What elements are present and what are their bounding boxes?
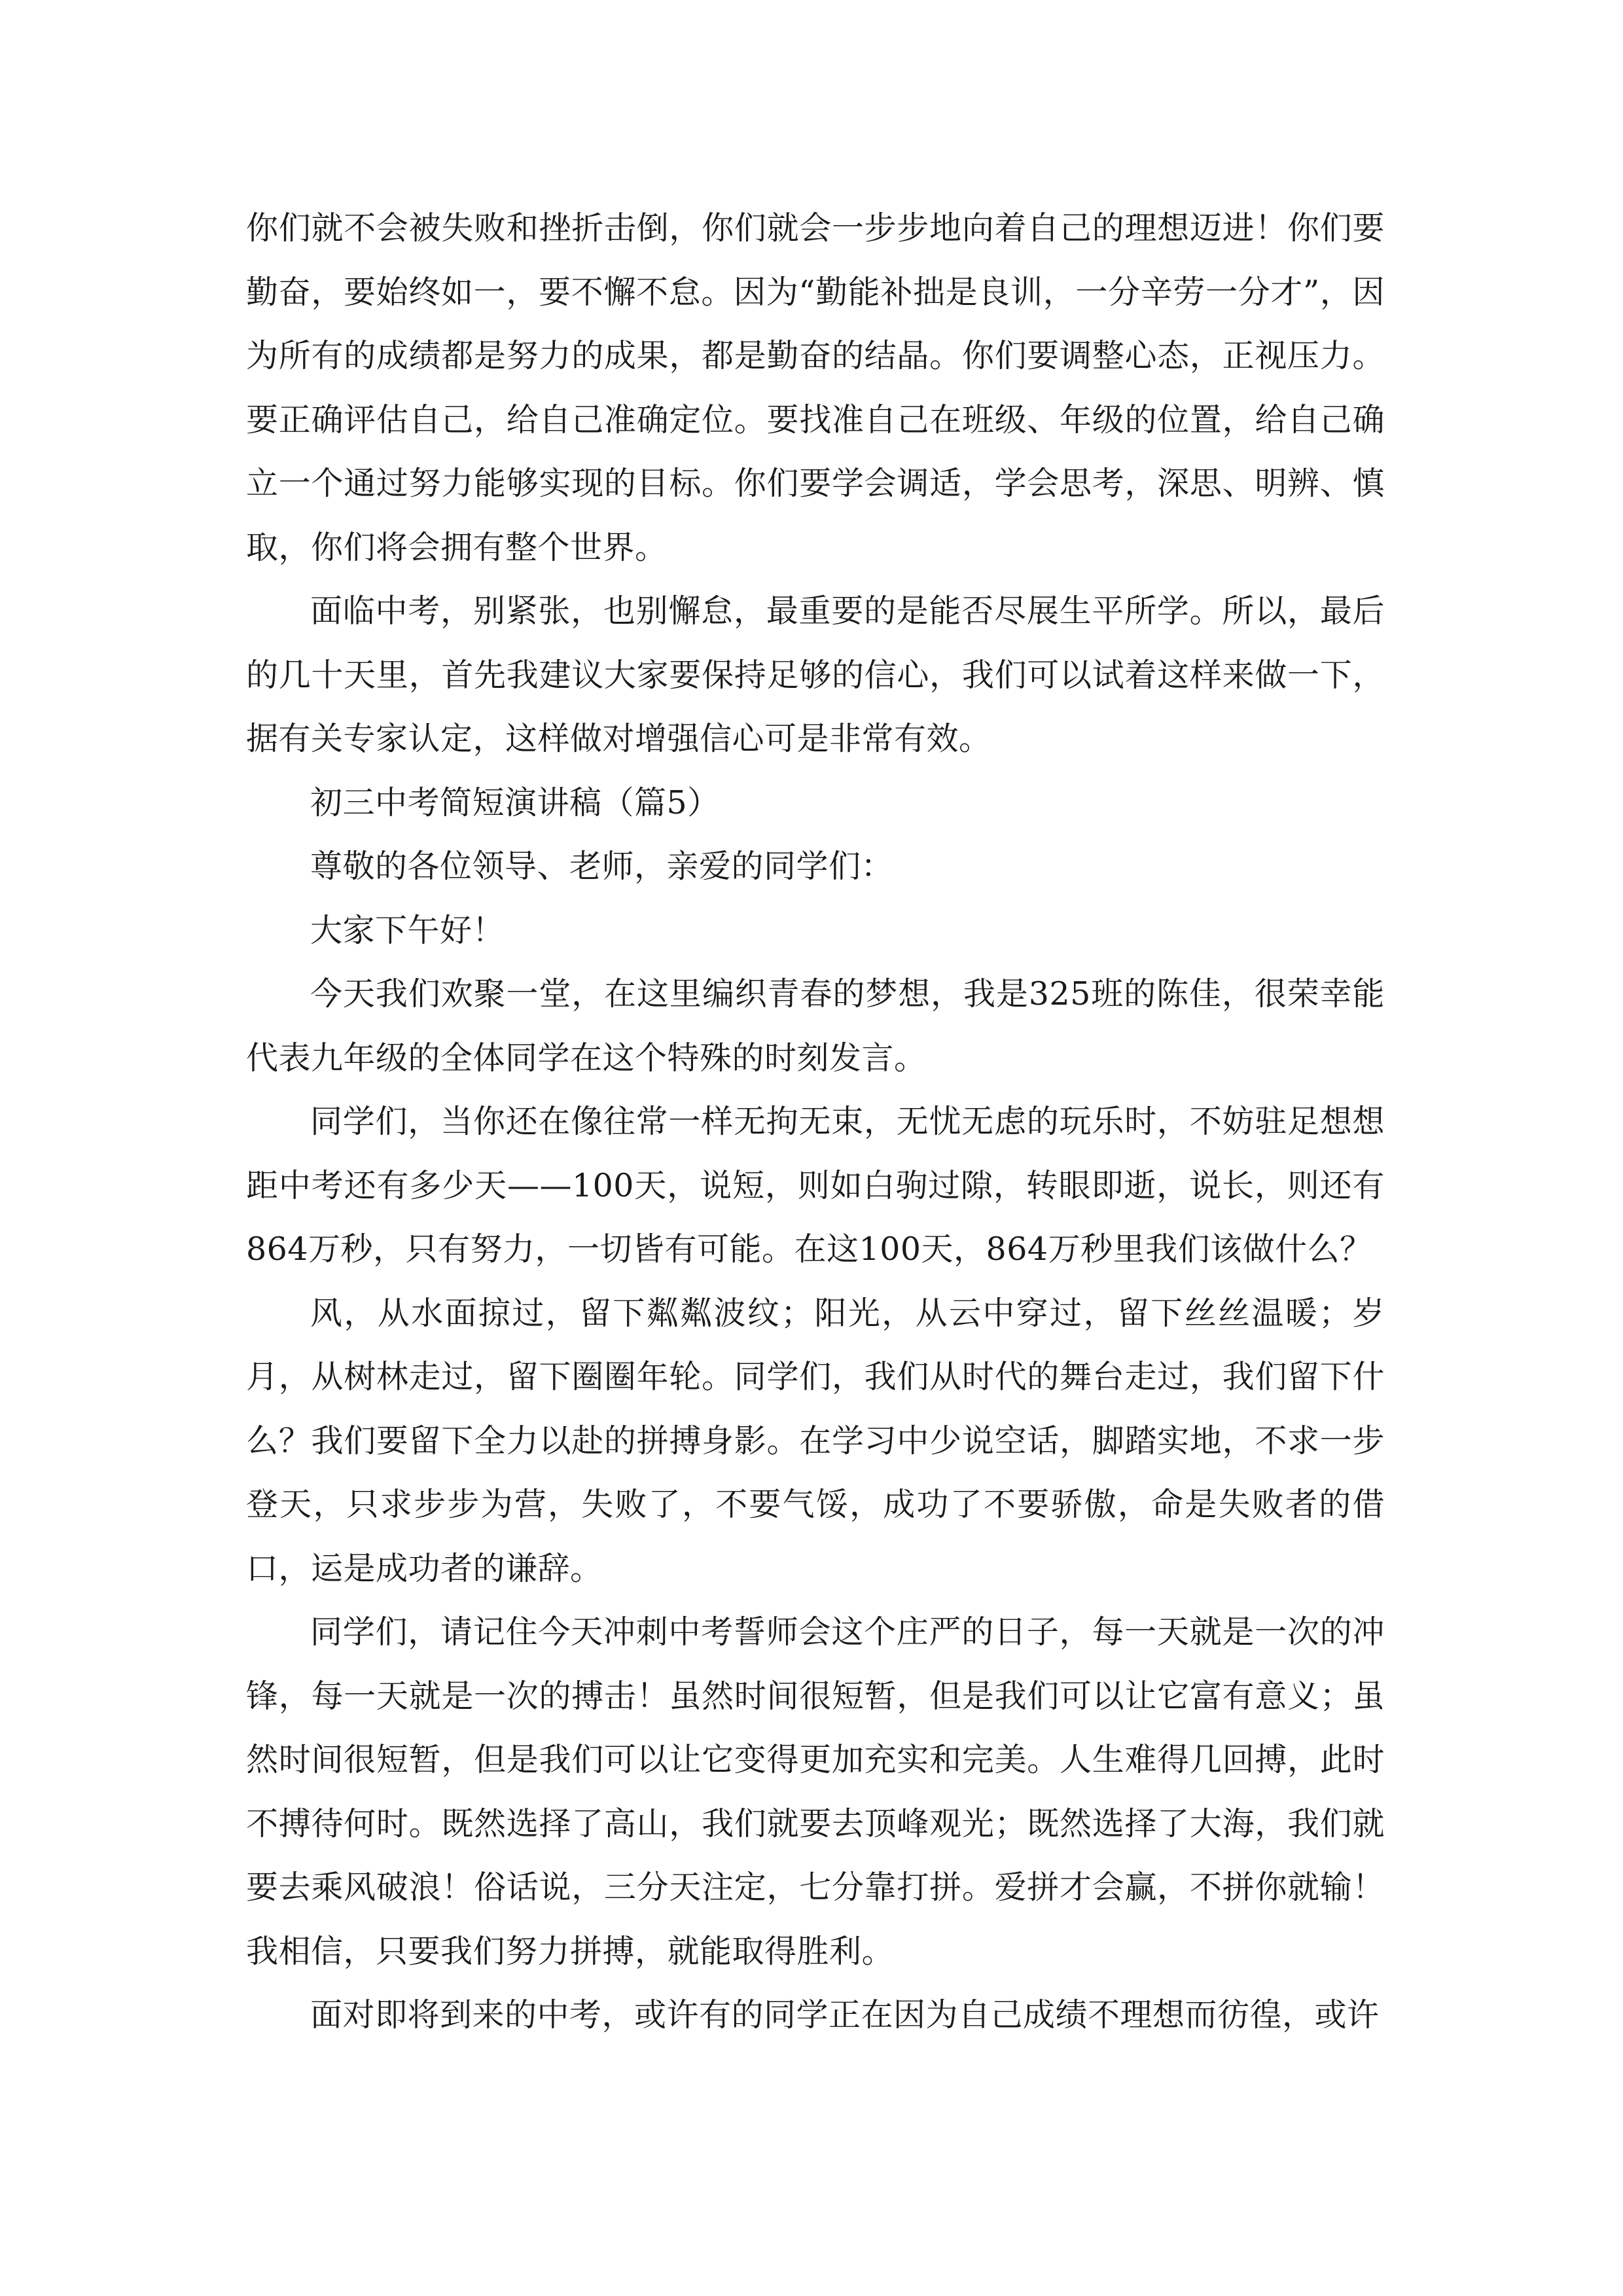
- paragraph-facing-exam: 面对即将到来的中考，或许有的同学正在因为自己成绩不理想而彷徨，或许: [310, 1996, 1380, 2034]
- paragraph-intro: 今天我们欢聚一堂，在这里编织青春的梦想，我是325班的陈佳，很荣幸能代表九年级的全体同学在这个特殊的时刻发言。: [246, 975, 1385, 1077]
- paragraph-wind: 风，从水面掠过，留下粼粼波纹；阳光，从云中穿过，留下丝丝温暖；岁月，从树林走过，留下圈圈年轮。同学们，我们从时代的舞台走过，我们留下什么？我们要留下全力以赴的拼搏身影。在学习中少说空话，脚踏实地，不求一步登天，只求步步为营，失败了，不要气馁，成功了不要骄傲，命是失败者的借口，运是成功者的谦辞。: [246, 1294, 1385, 1587]
- salutation: 尊敬的各位领导、老师，亲爱的同学们：: [310, 848, 894, 885]
- greeting: 大家下午好！: [310, 911, 505, 949]
- paragraph-continuation: 你们就不会被失败和挫折击倒，你们就会一步步地向着自己的理想迈进！你们要勤奋，要始终如一，要不懈不怠。因为“勤能补拙是良训，一分辛劳一分才”，因为所有的成绩都是努力的成果，都是勤奋的结晶。你们要调整心态，正视压力。要正确评估自己，给自己准确定位。要找准自己在班级、年级的位置，给自己确立一个通过努力能够实现的目标。你们要学会调适，学会思考，深思、明辨、慎取，你们将会拥有整个世界。: [246, 209, 1385, 566]
- paragraph-countdown: 同学们，当你还在像往常一样无拘无束，无忧无虑的玩乐时，不妨驻足想想距中考还有多少天——100天，说短，则如白驹过隙，转眼即逝，说长，则还有864万秒，只有努力，一切皆有可能。在这100天，864万秒里我们该做什么？: [246, 1103, 1385, 1268]
- paragraph-exam-advice: 面临中考，别紧张，也别懈怠，最重要的是能否尽展生平所学。所以，最后的几十天里，首先我建议大家要保持足够的信心，我们可以试着这样来做一下，据有关专家认定，这样做对增强信心可是非常有效。: [246, 592, 1385, 757]
- paragraph-oath: 同学们，请记住今天冲刺中考誓师会这个庄严的日子，每一天就是一次的冲锋，每一天就是一次的搏击！虽然时间很短暂，但是我们可以让它富有意义；虽然时间很短暂，但是我们可以让它变得更加充实和完美。人生难得几回搏，此时不搏待何时。既然选择了高山，我们就要去顶峰观光；既然选择了大海，我们就要去乘风破浪！俗话说，三分天注定，七分靠打拼。爱拼才会赢，不拼你就输！我相信，只要我们努力拼搏，就能取得胜利。: [246, 1613, 1385, 1970]
- section-heading: 初三中考简短演讲稿（篇5）: [310, 783, 720, 821]
- document-body: [246, 196, 1385, 2047]
